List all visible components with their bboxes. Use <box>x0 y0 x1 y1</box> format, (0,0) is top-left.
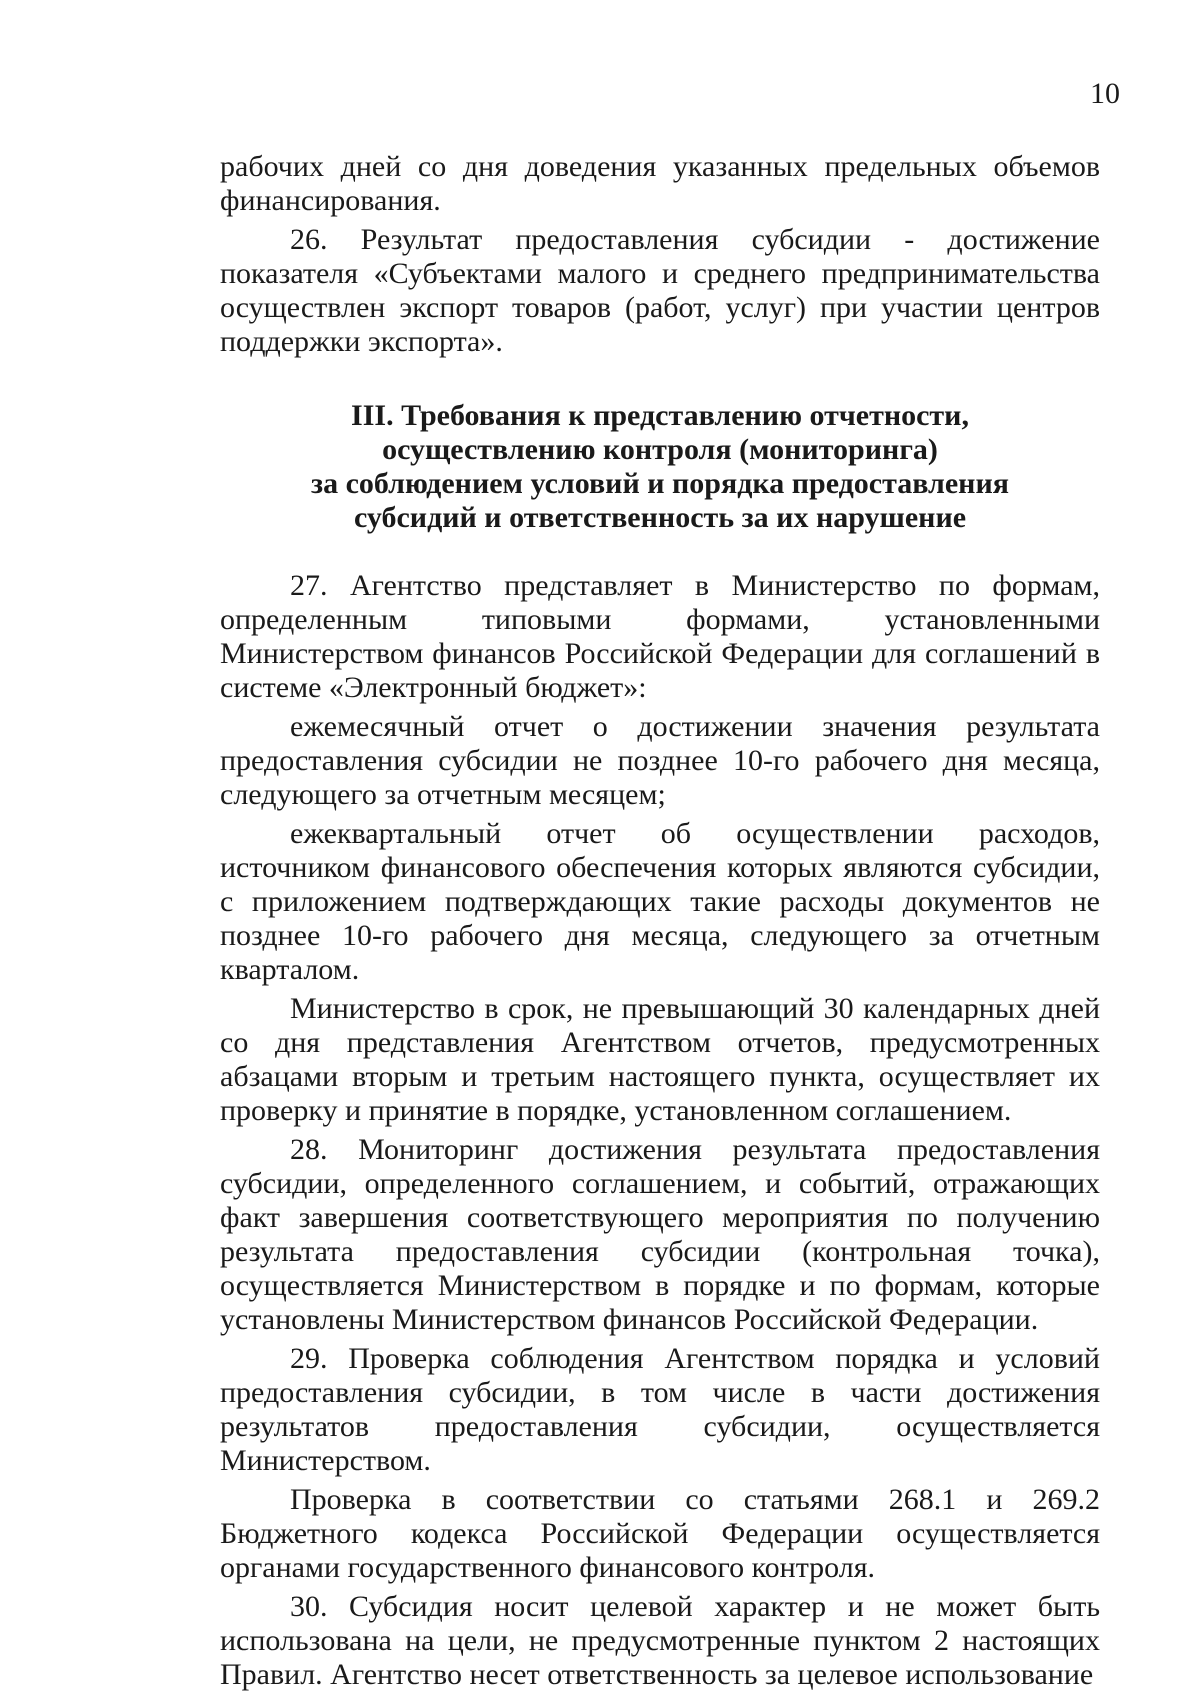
section-heading-line: за соблюдением условий и порядка предоставления <box>311 467 1009 500</box>
paragraph-continuation: рабочих дней со дня доведения указанных предельных объемов финансирования. <box>220 150 1100 217</box>
paragraph-monthly-report: ежемесячный отчет о достижении значения результата предоставления субсидии не позднее 10-го рабочего дня месяца, следующего за отчетным месяцем; <box>220 710 1100 811</box>
paragraph-budget-code-check: Проверка в соответствии со статьями 268.1 и 269.2 Бюджетного кодекса Российской Федерации осуществляется органами государственного финансового контроля. <box>220 1483 1100 1584</box>
paragraph-ministry-review: Министерство в срок, не превышающий 30 календарных дней со дня представления Агентством отчетов, предусмотренных абзацами вторым и третьим настоящего пункта, осуществляет их проверку и принятие в порядке, установленном соглашением. <box>220 992 1100 1127</box>
paragraph-quarterly-report: ежеквартальный отчет об осуществлении расходов, источником финансового обеспечения которых являются субсидии, с приложением подтверждающих такие расходы документов не позднее 10-го рабочего дня месяца, следующего за отчетным кварталом. <box>220 817 1100 986</box>
paragraph-item-28: 28. Мониторинг достижения результата предоставления субсидии, определенного соглашением, и событий, отражающих факт завершения соответствующего мероприятия по получению результата предоставления субсидии (контрольная точка), осуществляется Министерством в порядке и по формам, которые установлены Министерством финансов Российской Федерации. <box>220 1133 1100 1336</box>
paragraph-item-26: 26. Результат предоставления субсидии - достижение показателя «Субъектами малого и среднего предпринимательства осуществлен экспорт товаров (работ, услуг) при участии центров поддержки экспорта». <box>220 223 1100 358</box>
paragraph-item-29: 29. Проверка соблюдения Агентством порядка и условий предоставления субсидии, в том числе в части достижения результатов предоставления субсидии, осуществляется Министерством. <box>220 1342 1100 1477</box>
section-heading-line: осуществлению контроля (мониторинга) <box>382 433 938 466</box>
page-number: 10 <box>1090 77 1120 110</box>
section-heading-line: III. Требования к представлению отчетности, <box>351 399 969 432</box>
section-heading-line: субсидий и ответственность за их нарушение <box>353 501 967 534</box>
document-body <box>220 150 1100 1697</box>
paragraph-item-30: 30. Субсидия носит целевой характер и не может быть использована на цели, не предусмотренные пунктом 2 настоящих Правил. Агентство несет ответственность за целевое использование <box>220 1590 1100 1691</box>
section-heading <box>220 399 1100 535</box>
paragraph-item-27: 27. Агентство представляет в Министерство по формам, определенным типовыми формами, установленными Министерством финансов Российской Федерации для соглашений в системе «Электронный бюджет»: <box>220 569 1100 704</box>
